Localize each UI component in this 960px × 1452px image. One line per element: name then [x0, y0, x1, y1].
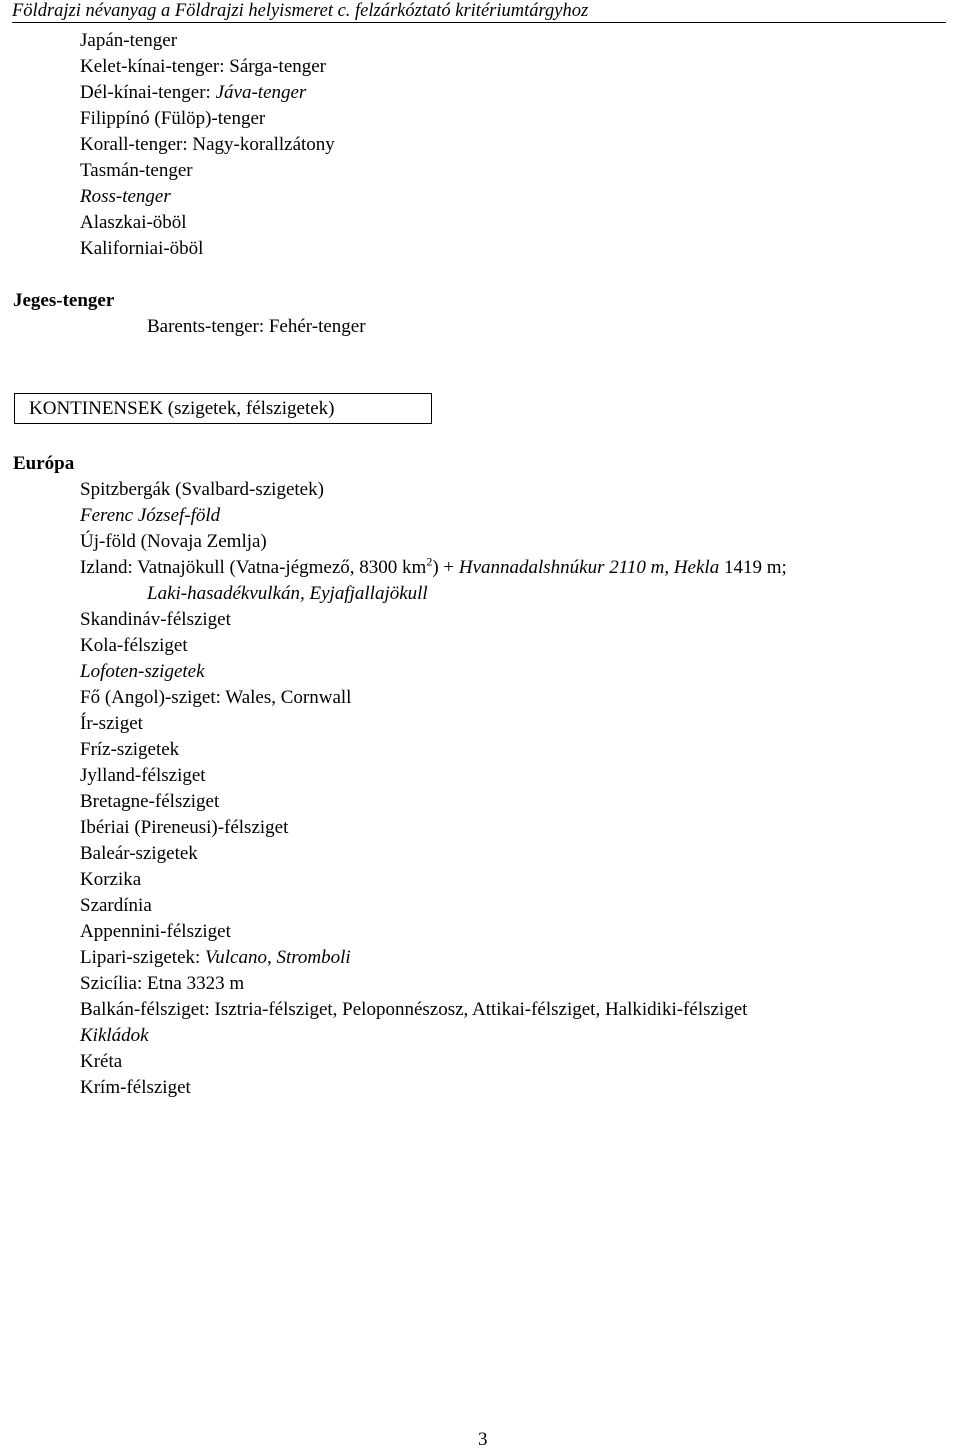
list-item: Kaliforniai-öböl — [80, 238, 204, 259]
list-item: Skandináv-félsziget — [80, 609, 231, 630]
list-item — [80, 80, 306, 106]
list-item: Új-föld (Novaja Zemlja) — [80, 531, 267, 552]
superscript: 2 — [426, 554, 433, 569]
page-header: Földrajzi névanyag a Földrajzi helyismeret c. felzárkóztató kritériumtárgyhoz — [12, 0, 946, 23]
list-item: Balkán-félsziget: Isztria-félsziget, Peloponnészosz, Attikai-félsziget, Halkidiki-félsziget — [80, 999, 748, 1020]
list-item: Kelet-kínai-tenger: Sárga-tenger — [80, 56, 327, 77]
list-item-text: Dél-kínai-tenger: — [80, 82, 216, 103]
list-item: Szicília: Etna 3323 m — [80, 973, 245, 994]
list-item: Barents-tenger: Fehér-tenger — [147, 316, 366, 337]
izland-text: ) + — [432, 557, 459, 578]
list-item: Kréta — [80, 1051, 123, 1072]
list-item: Fő (Angol)-sziget: Wales, Cornwall — [80, 687, 352, 708]
list-item: Korall-tenger: Nagy-korallzátony — [80, 134, 335, 155]
list-item: Lofoten-szigetek — [80, 661, 205, 682]
list-item: Ír-sziget — [80, 713, 143, 734]
list-item: Szardínia — [80, 895, 152, 916]
list-item: Bretagne-félsziget — [80, 791, 220, 812]
list-item: Japán-tenger — [80, 30, 178, 51]
list-item — [80, 555, 787, 581]
list-item: Appennini-félsziget — [80, 921, 231, 942]
list-item: Krím-félsziget — [80, 1077, 191, 1098]
section-box-title: KONTINENSEK (szigetek, félszigetek) — [29, 398, 335, 419]
list-item: Ferenc József-föld — [80, 505, 221, 526]
list-item: Ibériai (Pireneusi)-félsziget — [80, 817, 289, 838]
list-item-text-italic: Jáva-tenger — [215, 82, 307, 103]
list-item: Spitzbergák (Svalbard-szigetek) — [80, 479, 324, 500]
list-item: Fríz-szigetek — [80, 739, 180, 760]
list-item: Baleár-szigetek — [80, 843, 198, 864]
list-item: Kola-félsziget — [80, 635, 188, 656]
list-item — [80, 945, 351, 971]
list-item: Kikládok — [80, 1025, 149, 1046]
section-heading-europe: Európa — [13, 453, 75, 474]
izland-text-italic: Hekla — [673, 557, 720, 578]
izland-text: , — [664, 557, 674, 578]
list-item: Tasmán-tenger — [80, 160, 193, 181]
page-number: 3 — [478, 1429, 488, 1450]
section-box — [14, 393, 432, 424]
list-item-continuation: Laki-hasadékvulkán, Eyjafjallajökull — [147, 583, 428, 604]
section-heading-arctic: Jeges-tenger — [13, 290, 115, 311]
list-item: Ross-tenger — [80, 186, 171, 207]
izland-text: 1419 m; — [719, 557, 787, 578]
lipari-text-italic: Vulcano, Stromboli — [205, 947, 351, 968]
izland-text: Izland: Vatnajökull (Vatna-jégmező, 8300 km — [80, 557, 427, 578]
izland-text-italic: Hvannadalshnúkur 2110 m — [458, 557, 665, 578]
list-item: Alaszkai-öböl — [80, 212, 187, 233]
list-item: Filippínó (Fülöp)-tenger — [80, 108, 266, 129]
list-item: Jylland-félsziget — [80, 765, 206, 786]
lipari-text: Lipari-szigetek: — [80, 947, 206, 968]
list-item: Korzika — [80, 869, 142, 890]
